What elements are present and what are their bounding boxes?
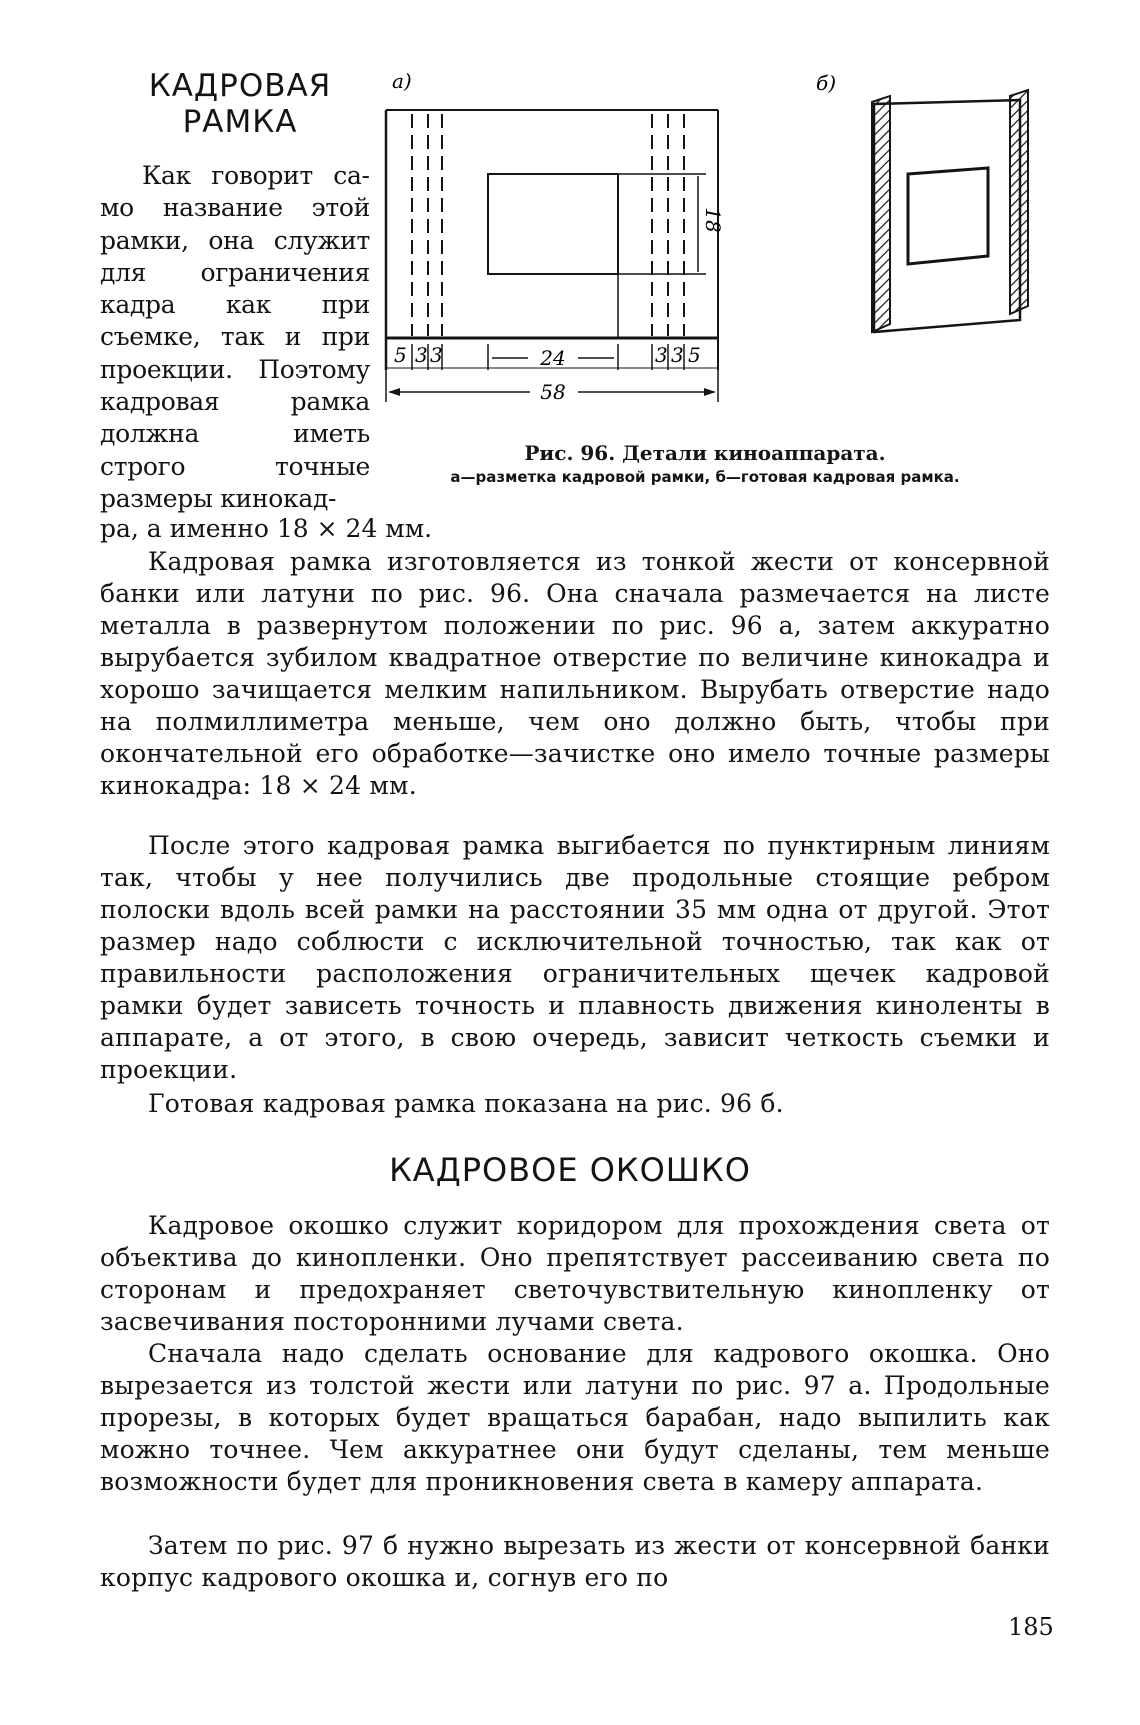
dim-total-arrow-left (388, 388, 400, 396)
dim-right-3: 5 (688, 343, 701, 367)
dim-left-3: 3 (430, 343, 443, 367)
frame-window-finished (908, 168, 988, 264)
dim-left-2: 3 (415, 343, 428, 367)
frame-rib-right (1010, 90, 1028, 314)
intro-paragraph: Как говорит само название этой рамки, она служит для ограничения кадра как при съемке, так и при проекции. Поэтому кадровая рамка должна иметь строго точные размеры кинокад- (100, 161, 370, 513)
paragraph-frame-making: Кадровая рамка изготовляется из тонкой жести от консервной банки или латуни по рис. 96. Она сначала размечается на листе металла в развернутом положении по рис. 96 а, затем аккуратно вырубается зубилом квадратное отверстие по величине кинокадра и хорошо зачищается мелким напильником. Вырубать отверстие надо на полмиллиметра меньше, чем оно должно быть, чтобы при окончательной его обработке—зачистке оно имело точные размеры кинокадра: 18 × 24 мм. (100, 547, 1050, 800)
dim-total-label: 58 (540, 380, 566, 404)
dim-left-1: 5 (394, 343, 407, 367)
section-title-line2: РАМКА (182, 104, 298, 140)
figure-96b-finished-frame (810, 70, 1065, 350)
section-title-frame (110, 68, 370, 140)
page-number: 185 (1008, 1613, 1054, 1641)
dim-width-label: 24 (540, 346, 566, 370)
section-title-window: КАДРОВОЕ ОКОШКО (389, 1151, 751, 1189)
paragraph-frame-ready: Готовая кадровая рамка показана на рис. 96 б. (148, 1089, 784, 1118)
paragraph-window-body: Затем по рис. 97 б нужно вырезать из жести от консервной банки корпус кадрового окошка и, согнув его по (100, 1531, 1050, 1592)
dim-right-2: 3 (671, 343, 684, 367)
frame-window (488, 174, 618, 274)
caption-subtitle: а—разметка кадровой рамки, б—готовая кадровая рамка. (450, 468, 960, 486)
frame-rib-left (872, 96, 890, 332)
intro-tail: ра, а именно 18 × 24 мм. (100, 514, 433, 543)
figure-label-a: а) (392, 70, 412, 93)
figure-label-b: б) (816, 71, 837, 95)
dim-right-1: 3 (655, 343, 668, 367)
paragraph-window-base: Сначала надо сделать основание для кадрового окошка. Оно вырезается из толстой жести или латуни по рис. 97 а. Продольные прорезы, в которых будет вращаться барабан, надо выпилить как можно точнее. Чем аккуратнее они будут сделаны, тем меньше возможности будет для проникновения света в камеру аппарата. (100, 1339, 1050, 1496)
dim-height-label: 18 (701, 207, 725, 233)
paragraph-frame-bending: После этого кадровая рамка выгибается по пунктирным линиям так, чтобы у нее получились две продольные стоящие ребром полоски вдоль всей рамки на расстоянии 35 мм одна от другой. Этот размер надо соблюсти с исключительной точностью, так как от правильности расположения ограничительных щечек кадровой рамки будет зависеть точность и плавность движения киноленты в аппарате, а от этого, в свою очередь, зависит четкость съемки и проекции. (100, 831, 1050, 1084)
section-title-line1: КАДРОВАЯ (148, 68, 332, 104)
dim-total-arrow-right (704, 388, 716, 396)
figure-96a-marking (380, 70, 725, 415)
paragraph-window-purpose: Кадровое окошко служит коридором для прохождения света от объектива до кинопленки. Оно препятствует рассеиванию света по сторонам и предохраняет светочувствительную кинопленку от засвечивания посторонними лучами света. (100, 1211, 1050, 1336)
caption-title: Рис. 96. Детали киноаппарата. (524, 441, 886, 465)
figure-caption (380, 440, 1030, 488)
